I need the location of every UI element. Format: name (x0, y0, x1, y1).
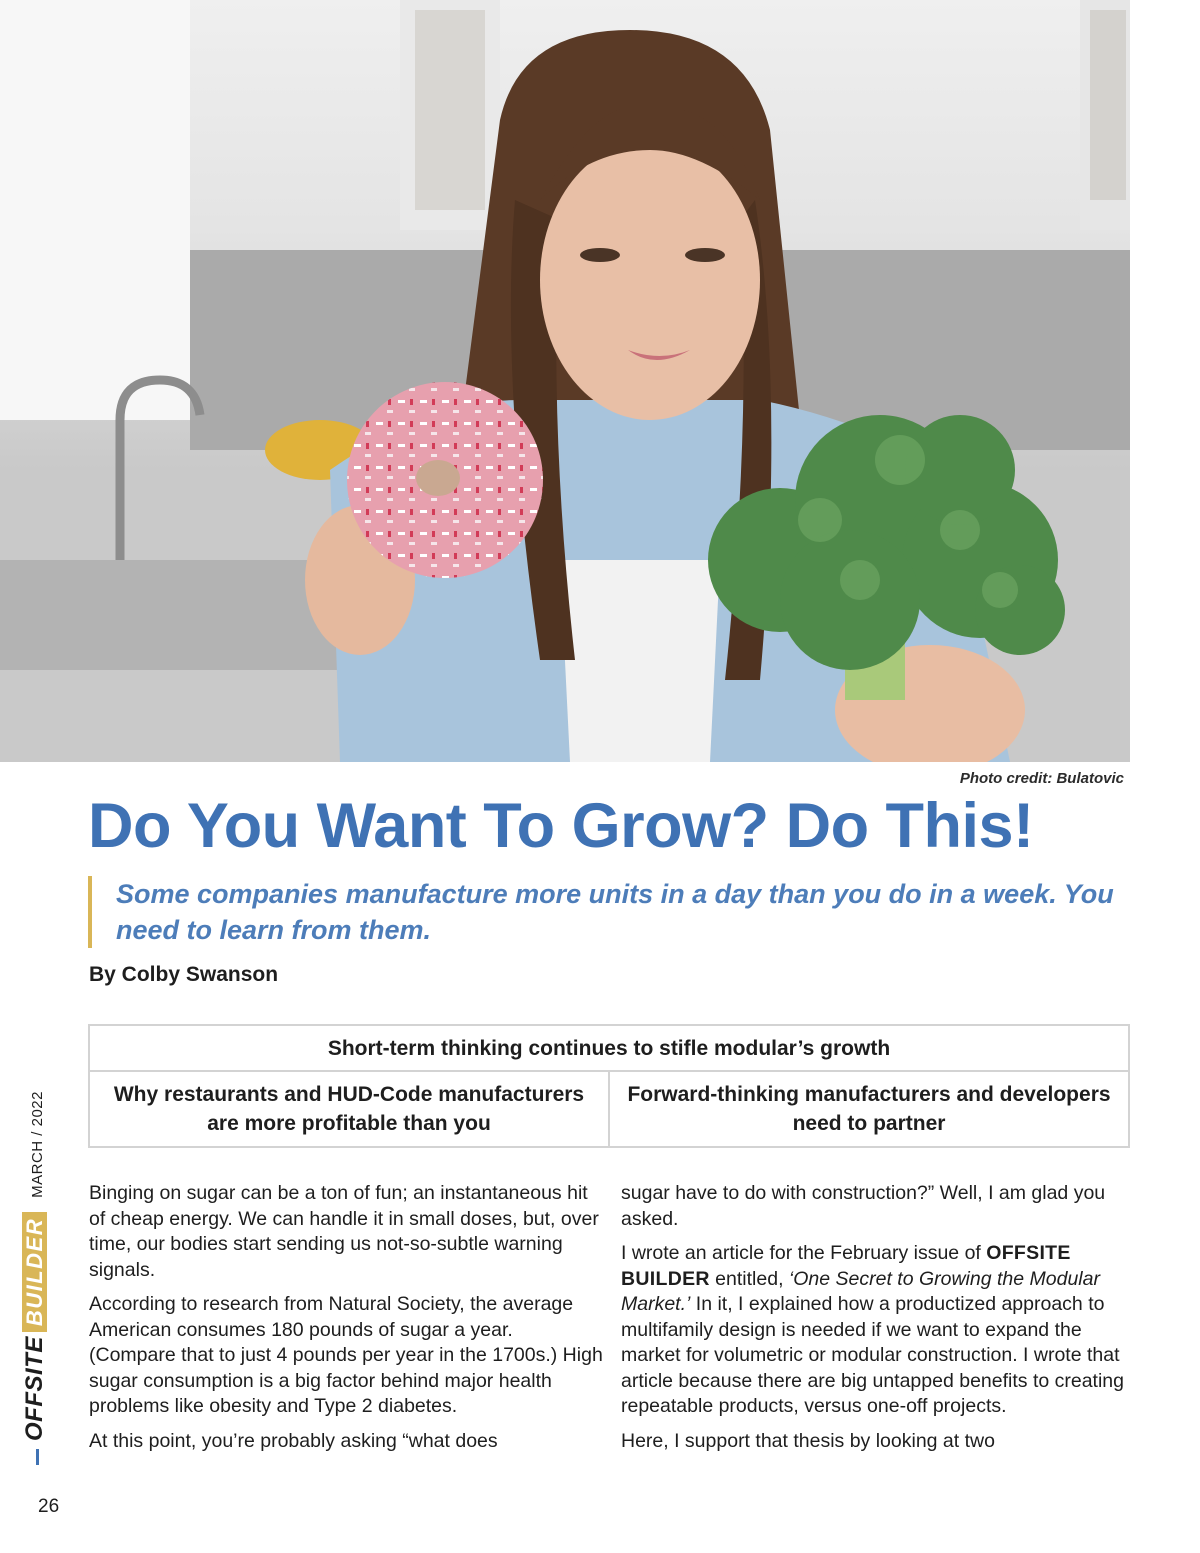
hero-illustration (0, 0, 1130, 762)
body-column-right (621, 1181, 1136, 1463)
body-paragraph: sugar have to do with construction?” Well, I am glad you asked. (621, 1182, 1106, 1230)
section-table (88, 1024, 1130, 1148)
section-table-row (89, 1071, 1129, 1147)
right-eye (685, 248, 725, 262)
left-eye (580, 248, 620, 262)
folio-divider (36, 1449, 39, 1465)
folio-rotated (21, 1091, 49, 1465)
window-light (0, 0, 190, 420)
body-paragraph: At this point, you’re probably asking “what does (89, 1429, 498, 1452)
hero-photo (0, 0, 1130, 762)
section-table-header: Short-term thinking continues to stifle modular’s growth (89, 1025, 1129, 1071)
section-table-cell: Forward-thinking manufacturers and developers need to partner (609, 1071, 1129, 1147)
deck-text: Some companies manufacture more units in a day than you do in a week. You need to learn from them. (116, 879, 1114, 945)
article-deck (88, 876, 1126, 948)
body-paragraph: According to research from Natural Society, the average American consumes 180 pounds of sugar a year. (Compare that to just 4 pounds per year in the 1700s.) High sugar consumption is a big factor behind major health problems like obesity and Type 2 diabetes. (89, 1293, 603, 1417)
page-number: 26 (38, 1496, 60, 1517)
folio-issue-date: MARCH / 2022 (29, 1091, 46, 1198)
body-text: entitled, (709, 1267, 789, 1290)
article-headline: Do You Want To Grow? Do This! (88, 791, 1034, 861)
undershirt (560, 560, 720, 762)
body-paragraph: Binging on sugar can be a ton of fun; an instantaneous hit of cheap energy. We can handle it in small doses, but, over time, our bodies start sending us not-so-subtle warning signals. (89, 1182, 599, 1281)
donut-hole (416, 460, 460, 496)
side-folio (21, 1091, 64, 1465)
folio-brand-main: OFFSITE (21, 1336, 48, 1441)
folio-brand-accent: BUILDER (22, 1212, 47, 1332)
body-text: In it, I explained how a productized approach to multifamily design is needed if we want to expand the market for volumetric or modular construction. I wrote that article because there are big untapped benefits to creating repeatable products, versus one-off projects. (621, 1293, 1125, 1417)
section-table-header-row (89, 1025, 1129, 1071)
cabinet-left-glass (415, 10, 485, 210)
photo-credit: Photo credit: Bulatovic (959, 770, 1124, 787)
magazine-name: OFFSITE BUILDER (621, 1242, 1071, 1290)
article-byline: By Colby Swanson (89, 963, 279, 986)
body-column-left (89, 1181, 604, 1463)
section-table-cell: Why restaurants and HUD-Code manufacturers are more profitable than you (89, 1071, 609, 1147)
body-text: I wrote an article for the February issue of (621, 1242, 987, 1264)
article-title-reference: ‘One Secret to Growing the Modular Market.’ (621, 1267, 1100, 1315)
body-paragraph: Here, I support that thesis by looking at two (621, 1429, 995, 1452)
body-paragraph (621, 1241, 1136, 1420)
cabinet-right-glass (1090, 10, 1126, 200)
face (540, 140, 760, 420)
